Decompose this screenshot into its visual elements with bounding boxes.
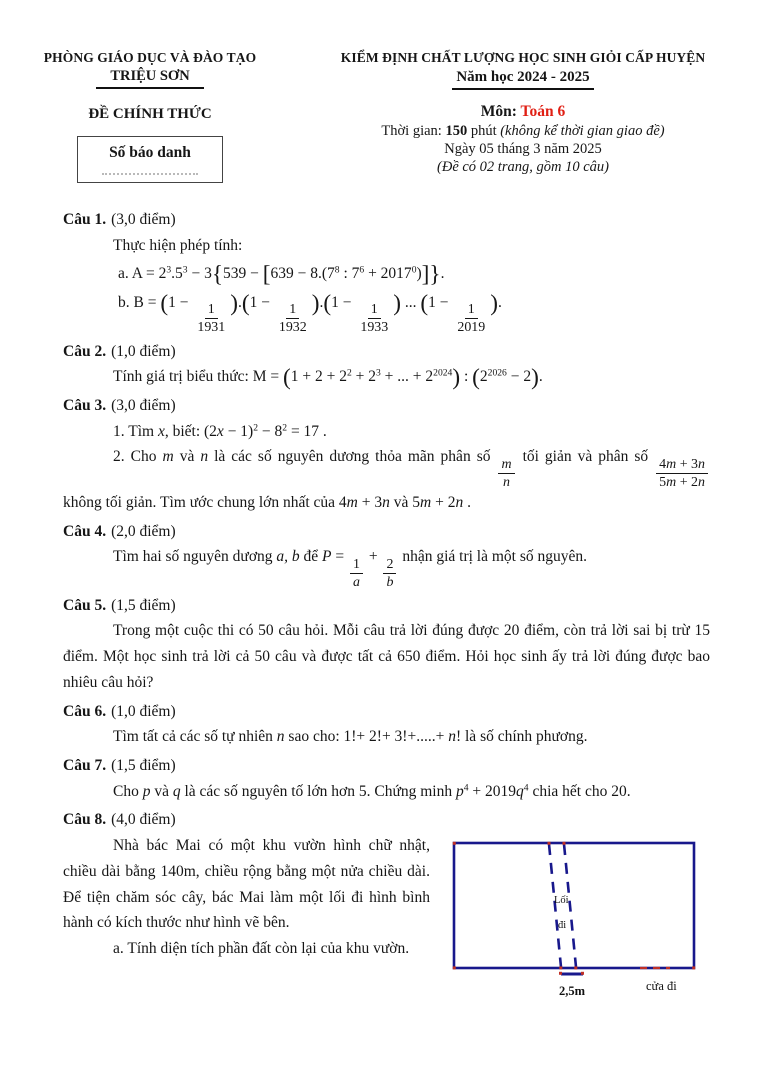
exam-title: KIỂM ĐỊNH CHẤT LƯỢNG HỌC SINH GIỎI CẤP HUYỆN [340,50,706,65]
question-1-heading [63,207,710,233]
corner-tick-icon [692,967,695,970]
question-8 [63,807,710,1007]
question-7-heading [63,753,710,779]
question-7 [63,753,710,804]
question-points: (4,0 điểm) [111,811,176,829]
question-2-heading [63,339,710,365]
question-line: b. B = (1 − $\frac{1}{1931}$ ).(1 − $\frac{1}{1932}$ ).(1 − $\frac{1}{1933}$ ) ... (1 − $\frac{1}{2019}$ ). [118,290,502,336]
question-points: (2,0 điểm) [111,522,176,540]
question-body [63,618,710,695]
path-label-line2: đi [558,920,567,932]
question-8-heading [63,807,710,833]
question-label: Câu 5. [63,596,107,614]
question-points: (1,0 điểm) [111,702,176,720]
path-bottom-tick-icon [574,967,577,970]
subject-label: Môn: [480,103,517,120]
header-left-column [0,50,300,183]
question-5-heading [63,593,710,619]
question-line: a. $A = 2^3.5^3 - 3\{539 - [639 - 8.(7^8$ : $7^6 + 2017^0$)]}. [118,261,445,288]
subject-line [300,103,746,121]
question-line: Tìm hai số nguyên dương a, b để P = $\frac{1}{a}$ + $\frac{2}{b}$ nhận giá trị là một số nguyên. [113,548,588,590]
header-right-column [300,50,768,183]
question-label: Câu 7. [63,756,107,774]
department-line2: TRIỆU SƠN [96,68,203,89]
question-points: (1,0 điểm) [111,342,176,360]
question-2 [63,339,710,390]
question-line: 2. Cho m và n là các số nguyên dương thỏa mãn phân số $\frac{m}{n}$ tối giản và phân số $\frac{4m + 3n}{5m + 2n}$ không tối giản. Tìm ước chung lớn nhất của 4m + 3n và 5m + 2n . [63,444,710,515]
question-6-heading [63,699,710,725]
question-line: Nhà bác Mai có một khu vườn hình chữ nhật, chiều dài bằng 140m, chiều rộng bằng một nửa chiều dài. Để tiện chăm sóc cây, bác Mai làm một lối đi hình bình hành có kích thước như hình vẽ bên. [63,837,430,932]
question-line: Cho p và q là các số nguyên tố lớn hơn 5. Chứng minh $p^4 + 2019q^4$ chia hết cho 20. [113,782,631,800]
time-prefix: Thời gian: [381,123,442,139]
question-label: Câu 3. [63,396,107,414]
question-line: Trong một cuộc thi có 50 câu hỏi. Mỗi câu trả lời đúng được 20 điểm, còn trả lời sai bị trừ 15 điểm. Một học sinh trả lời cả 50 câu và được tất cả 650 điểm. Hỏi học sinh ấy trả lời đúng được bao nhiêu câu hỏi? [63,622,710,691]
time-unit: phút [470,123,497,139]
department-line1: PHÒNG GIÁO DỤC VÀ ĐÀO TẠO [43,50,257,65]
corner-tick-icon [453,967,456,970]
exam-header [0,0,768,183]
question-body [63,724,710,750]
path-width-label: 2,5m [559,984,586,999]
question-points: (3,0 điểm) [111,396,176,414]
width-mark-tick-icon [559,972,562,975]
question-3 [63,393,710,516]
path-top-tick-icon [563,842,566,845]
time-line [300,123,746,140]
question-6 [63,699,710,750]
garden-figure [442,833,710,1005]
question-line: a. Tính diện tích phần đất còn lại của khu vườn. [113,939,410,957]
question-label: Câu 8. [63,811,107,829]
question-label: Câu 2. [63,342,107,360]
question-4 [63,519,710,590]
garden-diagram [442,833,710,1005]
question-line: Thực hiện phép tính: [113,236,243,254]
question-line: Tìm tất cả các số tự nhiên n sao cho: 1!+ 2!+ 3!+.....+ n! là số chính phương. [113,728,588,746]
corner-tick-icon [453,842,456,845]
question-1 [63,207,710,336]
question-points: (3,0 điểm) [111,211,176,228]
time-minutes: 150 [445,123,468,139]
question-body [63,364,710,390]
school-year: Năm học 2024 - 2025 [452,69,593,90]
question-label: Câu 1. [63,211,107,228]
candidate-number-label: Số báo danh [109,144,191,161]
question-5 [63,593,710,696]
question-body [63,419,710,516]
official-exam-label: ĐỀ CHÍNH THỨC [88,106,212,122]
page-count-note: (Đề có 02 trang, gồm 10 câu) [437,159,609,175]
candidate-number-dotted-line [102,173,197,175]
path-bottom-tick-icon [559,967,562,970]
question-points: (1,5 điểm) [111,756,176,774]
question-label: Câu 6. [63,702,107,720]
time-note: (không kể thời gian giao đề) [500,123,665,139]
question-4-heading [63,519,710,545]
question-label: Câu 4. [63,522,107,540]
question-3-heading [63,393,710,419]
path-top-tick-icon [548,842,551,845]
question-body [63,779,710,805]
subject-value: Toán 6 [520,103,566,120]
questions-list [0,183,768,1007]
exam-date: Ngày 05 tháng 3 năm 2025 [444,141,602,157]
question-points: (1,5 điểm) [111,596,176,614]
candidate-number-box [77,136,223,183]
question-line: Tính giá trị biểu thức: $M = (1 + 2 + 2^2 + 2^3$ + ... + $2^{2024}$) : $(2^{2026} - 2)$. [113,364,543,391]
question-body [63,833,710,1007]
door-label: cửa đi [646,979,677,994]
question-body [63,544,710,589]
width-mark-tick-icon [581,972,584,975]
question-body [63,233,710,336]
path-label-line1: Lối [554,895,569,907]
question-line: 1. Tìm x, biết: $(2x - 1)^2 - 8^2 = 17$ . [113,422,327,440]
